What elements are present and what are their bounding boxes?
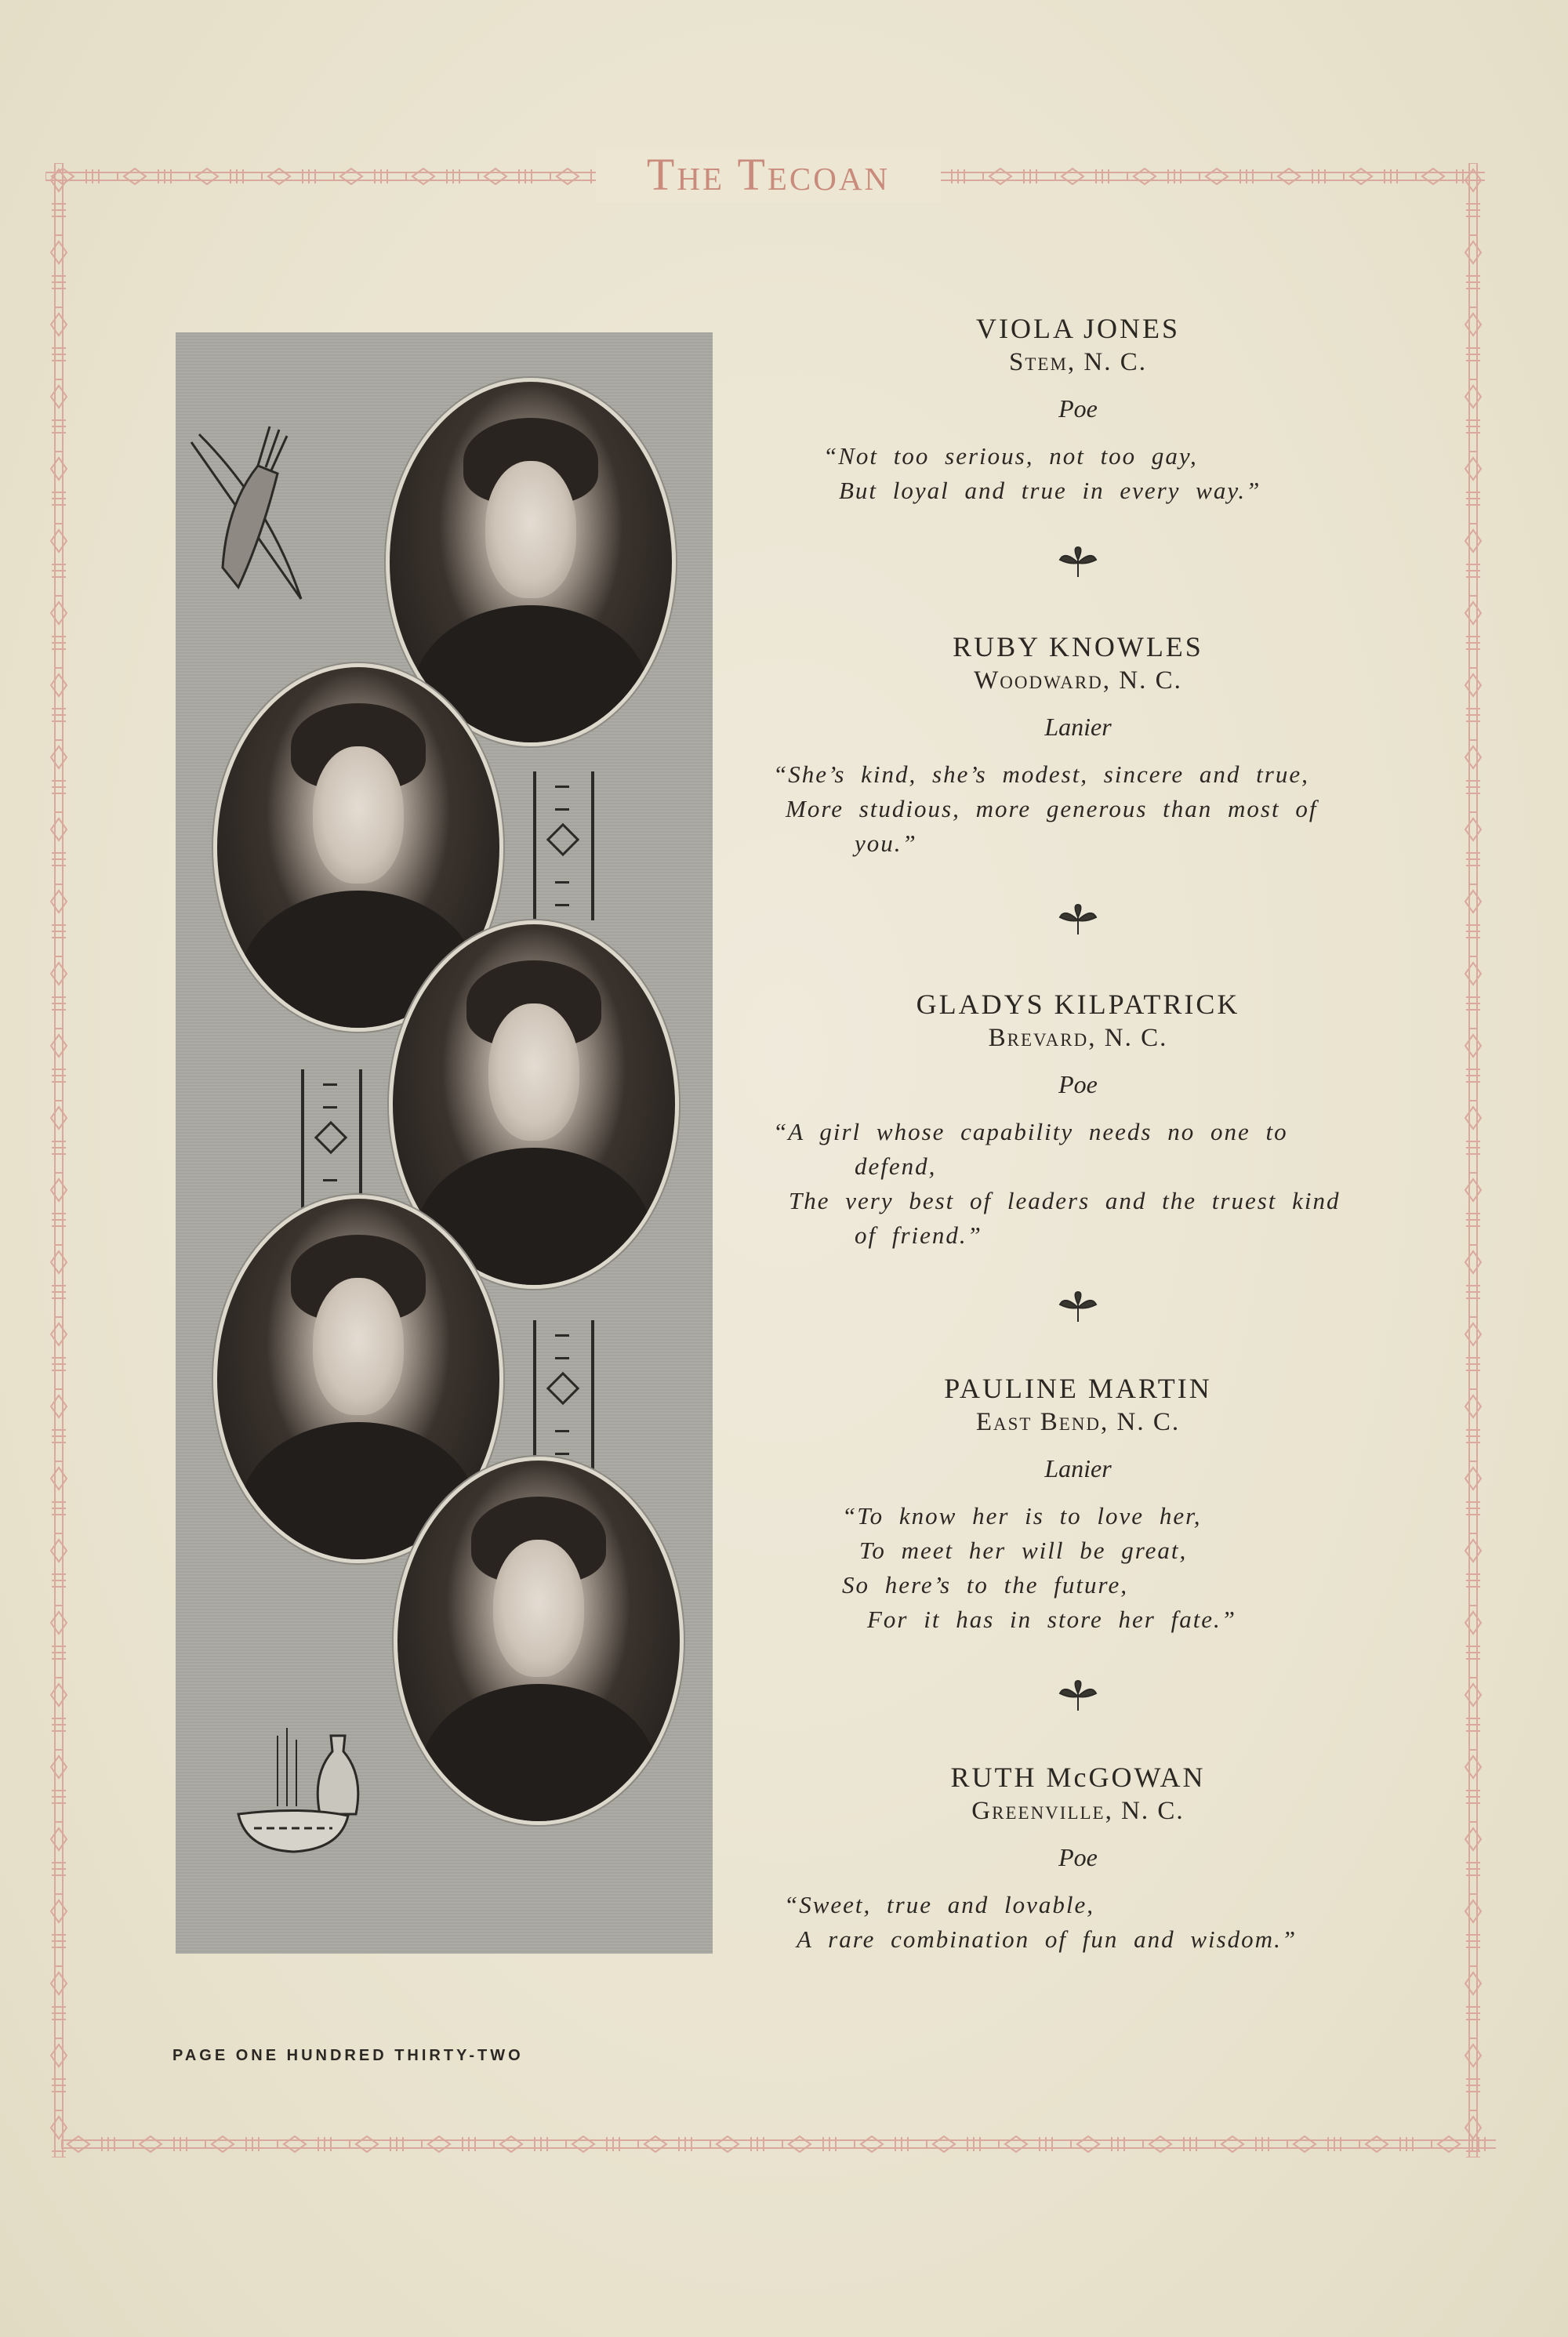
student-entry bbox=[753, 630, 1403, 861]
student-name: GLADYS KILPATRICK bbox=[916, 989, 1240, 1020]
student-entry bbox=[753, 1372, 1403, 1637]
quote-line: “Sweet, true and lovable, bbox=[784, 1891, 1094, 1918]
student-quote bbox=[753, 1499, 1403, 1637]
quote-line: “Not too serious, not too gay, bbox=[823, 442, 1198, 470]
student-society: Poe bbox=[1058, 1070, 1098, 1098]
student-quote bbox=[753, 757, 1403, 861]
quote-line: A rare combination of fun and wisdom.” bbox=[797, 1925, 1298, 1953]
quiver-drawing-icon bbox=[183, 419, 340, 622]
quote-line: For it has in store her fate.” bbox=[867, 1606, 1237, 1633]
pottery-drawing-icon bbox=[230, 1720, 387, 1877]
panel-ornament-bar bbox=[533, 771, 594, 920]
student-quote bbox=[753, 1115, 1403, 1253]
student-entry bbox=[753, 312, 1403, 508]
right-border-ornament bbox=[1460, 163, 1486, 2157]
student-name: VIOLA JONES bbox=[975, 313, 1180, 344]
student-name: RUTH McGOWAN bbox=[950, 1762, 1206, 1793]
student-name: PAULINE MARTIN bbox=[944, 1373, 1212, 1404]
panel-ornament-bar bbox=[533, 1320, 594, 1469]
student-hometown: Brevard, N. C. bbox=[988, 1024, 1168, 1052]
flower-ornament-icon bbox=[1057, 546, 1099, 580]
left-border-ornament bbox=[45, 163, 72, 2157]
student-name: RUBY KNOWLES bbox=[953, 631, 1203, 662]
quote-line: To meet her will be great, bbox=[859, 1537, 1188, 1564]
student-hometown: Woodward, N. C. bbox=[974, 666, 1182, 695]
student-quote bbox=[753, 439, 1403, 508]
student-hometown: Greenville, N. C. bbox=[971, 1797, 1185, 1825]
portrait-panel bbox=[176, 332, 713, 1954]
quote-line: But loyal and true in every way.” bbox=[839, 477, 1261, 504]
quote-line: you.” bbox=[855, 829, 917, 857]
flower-ornament-icon bbox=[1057, 1290, 1099, 1325]
quote-line: “A girl whose capability needs no one to bbox=[773, 1118, 1288, 1145]
flower-ornament-icon bbox=[1057, 903, 1099, 938]
student-hometown: Stem, N. C. bbox=[1009, 348, 1147, 376]
student-society: Poe bbox=[1058, 1843, 1098, 1871]
bottom-border-ornament bbox=[61, 2131, 1496, 2157]
student-entry bbox=[753, 1761, 1403, 1957]
quote-line: The very best of leaders and the truest kind bbox=[789, 1187, 1341, 1214]
student-quote bbox=[753, 1888, 1403, 1957]
quote-line: More studious, more generous than most of bbox=[786, 795, 1318, 822]
flower-ornament-icon bbox=[1057, 1679, 1099, 1714]
student-entry bbox=[753, 988, 1403, 1253]
portrait-ruth-mcgowan bbox=[394, 1457, 684, 1825]
student-hometown: East Bend, N. C. bbox=[975, 1408, 1181, 1436]
student-society: Lanier bbox=[1044, 713, 1112, 741]
page-header-title: The Tecoan bbox=[596, 147, 941, 202]
quote-line: So here’s to the future, bbox=[842, 1571, 1128, 1599]
quote-line: defend, bbox=[855, 1152, 937, 1180]
quote-line: “She’s kind, she’s modest, sincere and true, bbox=[773, 760, 1309, 788]
quote-line: “To know her is to love her, bbox=[842, 1502, 1202, 1530]
student-society: Poe bbox=[1058, 394, 1098, 423]
page-number-label: PAGE ONE HUNDRED THIRTY-TWO bbox=[172, 2047, 524, 2064]
student-society: Lanier bbox=[1044, 1454, 1112, 1482]
quote-line: of friend.” bbox=[855, 1221, 982, 1249]
